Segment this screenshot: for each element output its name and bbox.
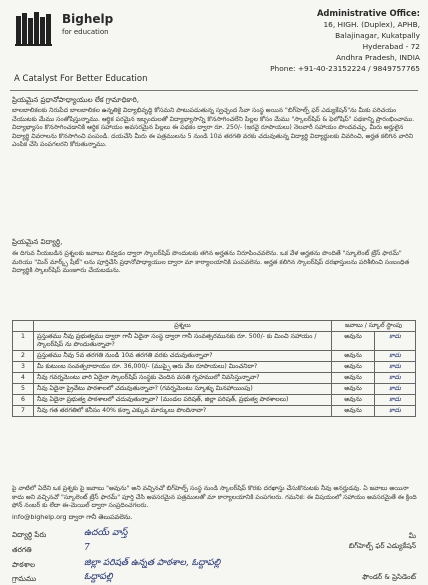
field-class: తరగతి 7 bbox=[12, 543, 90, 554]
office-line: Andhra Pradesh, INDIA bbox=[335, 53, 420, 62]
books-logo-icon bbox=[14, 10, 54, 48]
office-phone: Phone: +91-40-23152224 / 9849757765 bbox=[270, 64, 420, 73]
field-student-name: విద్యార్థి పేరు ఉదయ్ వాస్త్ bbox=[12, 528, 128, 539]
table-row: 2 ప్రస్తుతము నీవు 5వ తరగతి నుండి 10వ తరగతి వరకు చదువుతున్నావా? అవును కాదు bbox=[13, 351, 416, 362]
email-line: info@bighelp.org ద్వారా గానీ తెలుపవలెను. bbox=[12, 513, 133, 521]
answer-mark: కాదు bbox=[375, 332, 416, 351]
office-line: Hyderabad - 72 bbox=[362, 42, 420, 51]
office-line: 16, HIGH. (Duplex), APHB, bbox=[323, 20, 420, 29]
table-row: 6 నీవు ఏదైనా ప్రభుత్వ పాఠశాలలో చదువుతున్నావా? (మండల పరిషత్, జిల్లా పరిషత్, ప్రభుత్వ పాఠశాలలు) అవును కాదు bbox=[13, 395, 416, 406]
instructions-paragraph: ఈ దిగువ నీయబడిన ప్రశ్నలకు జవాబు లివ్వడం ద్వారా స్కాలర్‌షిప్ పొందుటకు తగిన అర్హతను నిరూపించవలెను. ఒక వేళ అర్హతను పొందితే "స్కూలెంట్ ట్రేస్ ఫారమ్" మరియు "మిన్ మార్క్స్ షీట్" లను పూర్తిచేసి ప్రధానోపాధ్యాయుల ద్వారా మా కార్యాలయానికి పంపవలెను. అర్హత కలిగిన స్కాలర్‌షిప్ దరఖాస్తులను పరిశీలించి సంబంధిత విద్యార్థికి స్కాలర్‌షిప్ మంజూరు చేయబడును. bbox=[12, 250, 410, 275]
answer-mark: కాదు bbox=[375, 395, 416, 406]
table-row: 5 నీవు ఏదైనా ప్రైవేటు పాఠశాలలో చదువుతున్నావా? (గవర్నమెంటు స్కూళ్ళు మినహాయింపు) అవును కాదు bbox=[13, 384, 416, 395]
intro-paragraph: బాలబాలికలకు నిరుపేద బాలబాలికల ఉన్నతికై విద్యాభివృద్ధి కోసమని పాటుపడుతున్న స్వచ్ఛంద సేవా సంస్థ అయిన "బిగ్‌హెల్ప్ ఫర్ ఎడ్యుకేషన్"ను మీకు పరిచయం చేయుటకు మేము సంతోషిస్తున్నాము. ఆర్థిక పరమైన ఇబ్బందులతో విద్యాభ్యాసాన్ని కొనసాగించలేని పిల్లల కోసం మేము "స్కాలర్‌షిప్ & ఫెలోషిప్" పథకాన్ని ప్రారంభించాము. విద్యాభ్యాసం కొనసాగించడానికి ఆర్థిక సహాయం అవసరమైన పిల్లలు ఈ పథకం ద్వారా రూ. 250/- (ఇరవై రూపాయలు) నెలవారీ సహాయం పొందవచ్చు. మీరు అర్హులైన విద్యార్థి వివరాలను కొనసాగించి పంపండి. దయచేసి మీరు ఈ పత్రములను 5 నుండి 10వ తరగతి వరకు చదువుతున్న విద్యార్థి విద్యార్థులకు వివరించి, అర్హత కలిగిన వారిని ఎంపిక చేసి పంపగలరని కోరుతున్నాము. bbox=[12, 107, 415, 149]
brand-name: Bighelp bbox=[62, 12, 114, 26]
answer-mark: కాదు bbox=[375, 406, 416, 417]
col-questions: ప్రశ్నలు bbox=[34, 321, 332, 332]
class-value: 7 bbox=[84, 543, 90, 553]
answer-mark: కాదు bbox=[375, 384, 416, 395]
office-address bbox=[250, 8, 420, 74]
table-row: 7 నీవు గత తరగతిలో కనీసం 40% కన్నా ఎక్కువ మార్కులు పొందినావా? అవును కాదు bbox=[13, 406, 416, 417]
student-salutation: ప్రియమైన విద్యార్థి, bbox=[12, 238, 63, 246]
village-value: ఓద్దాపల్లి bbox=[84, 572, 113, 582]
table-row: 3 మీ కుటుంబ సంవత్సరాదాయం రూ. 36,000/- (ముప్పై ఆరు వేల రూపాయలు) మించనిదా? అవును కాదు bbox=[13, 362, 416, 373]
closing-paragraph: పై వాటిలో ఏదేని ఒక ప్రశ్నకు పై జవాబు "అవును" అని వచ్చినచో బిగ్‌హెల్ప్ సంస్థ నుండి స్కాలర్‌షిప్ కొరకు దరఖాస్తు చేసుకొనుటకు నీవు అనర్హుడవు. ఏ జవాబు అయినా కాదు అని వచ్చినచో "స్కూలెంట్ ట్రేస్ ఫారమ్" పూర్తి చేసి అవసరమైన పత్రములతో మా కార్యాలయానికి పంపగలరు. గమనిక: ఈ విషయంలో సహాయం అవసరమైతే ఈ క్రింది ఫోన్ నంబర్ కు లేదా ఈ-మెయిల్ ద్వారా సంప్రదించగలరు. bbox=[12, 485, 417, 510]
office-line: Balajinagar, Kukatpally bbox=[335, 31, 420, 40]
answer-mark: కాదు bbox=[375, 362, 416, 373]
brand-sub: for education bbox=[62, 28, 109, 36]
answer-mark: కాదు bbox=[375, 351, 416, 362]
col-num bbox=[13, 321, 34, 332]
salutation: ప్రియమైన ప్రధానోపాధ్యాయుల లేక గ్రామాధికారి, bbox=[12, 96, 139, 104]
signatory-title: ఫౌండర్ & ప్రెసిడెంట్ bbox=[362, 573, 416, 581]
field-village: గ్రామము ఓద్దాపల్లి bbox=[12, 572, 113, 583]
tagline: A Catalyst For Better Education bbox=[14, 74, 148, 84]
col-answer: జవాబు / స్కూల్ స్టాంపు bbox=[332, 321, 416, 332]
school-value: జిల్లా పరిషత్ ఉన్నత పాఠశాల, ఓద్దాపల్లి bbox=[84, 558, 221, 568]
table-row: 1 ప్రస్తుతము నీవు ప్రభుత్వము ద్వారా గానీ ఏదైనా సంస్థ ద్వారా గానీ సంవత్సరమునకు రూ. 500/- కు మించి సహాయం / స్కాలర్‌షిప్ ను పొందుతున్నావా? అవును కాదు bbox=[13, 332, 416, 351]
answer-mark: కాదు bbox=[375, 373, 416, 384]
table-row: 4 నీవు గవర్నమెంటు వారి ఏదైనా స్కాలర్‌షిప్ సంస్థకు చెందిన వసతి గృహములో నివసిస్తున్నావా? అవును కాదు bbox=[13, 373, 416, 384]
field-school: పాఠశాల జిల్లా పరిషత్ ఉన్నత పాఠశాల, ఓద్దాపల్లి bbox=[12, 558, 221, 569]
questions-table bbox=[12, 320, 416, 417]
header-divider bbox=[10, 90, 418, 91]
student-name-value: ఉదయ్ వాస్త్ bbox=[84, 528, 128, 538]
letterhead bbox=[10, 6, 420, 90]
office-title: Administrative Office: bbox=[316, 8, 420, 18]
signature-block: మీ బిగ్‌హెల్ప్ ఫర్ ఎడ్యుకేషన్ bbox=[348, 532, 416, 550]
